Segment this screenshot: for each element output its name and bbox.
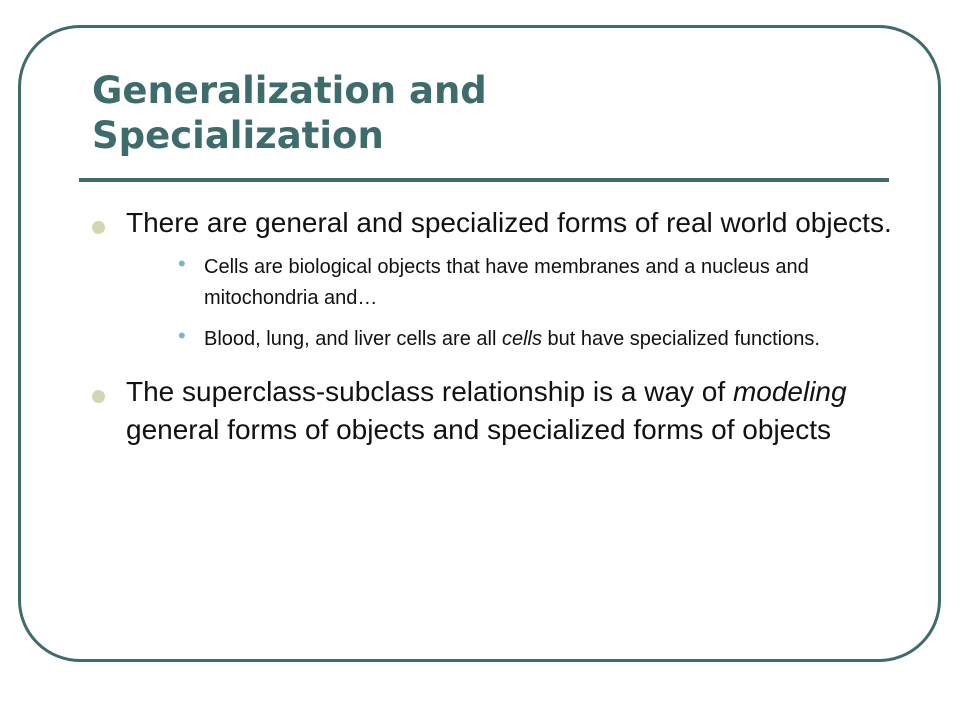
round-bullet-icon [92, 221, 105, 234]
bullet-item [92, 373, 892, 449]
title-underline [79, 178, 889, 182]
sub-bullet-list [126, 252, 892, 355]
sub-bullet-text-after: but have specialized functions. [541, 328, 820, 350]
bullet-emphasis: modeling [732, 376, 847, 407]
small-dot-bullet-icon: • [178, 323, 186, 348]
bullet-text-after: general forms of objects and specialized forms of objects [126, 414, 832, 445]
round-bullet-icon [92, 390, 105, 403]
bullet-text-before: The superclass-subclass relationship is a way of [126, 376, 733, 407]
sub-bullet-item [126, 252, 892, 314]
title-line-1: Generalization and [92, 69, 487, 112]
title-line-2: Specialization [92, 114, 384, 157]
sub-bullet-text-before: Blood, lung, and liver cells are all [204, 328, 502, 350]
sub-bullet-item [126, 324, 892, 355]
sub-bullet-emphasis: cells [501, 328, 542, 350]
bullet-item [92, 204, 892, 355]
bullet-text: There are general and specialized forms of real world objects. [126, 207, 892, 238]
sub-bullet-text: Cells are biological objects that have membranes and a nucleus and mitochondria and… [204, 256, 809, 309]
small-dot-bullet-icon: • [178, 251, 186, 276]
slide-title [92, 68, 872, 158]
slide-body [92, 204, 892, 449]
